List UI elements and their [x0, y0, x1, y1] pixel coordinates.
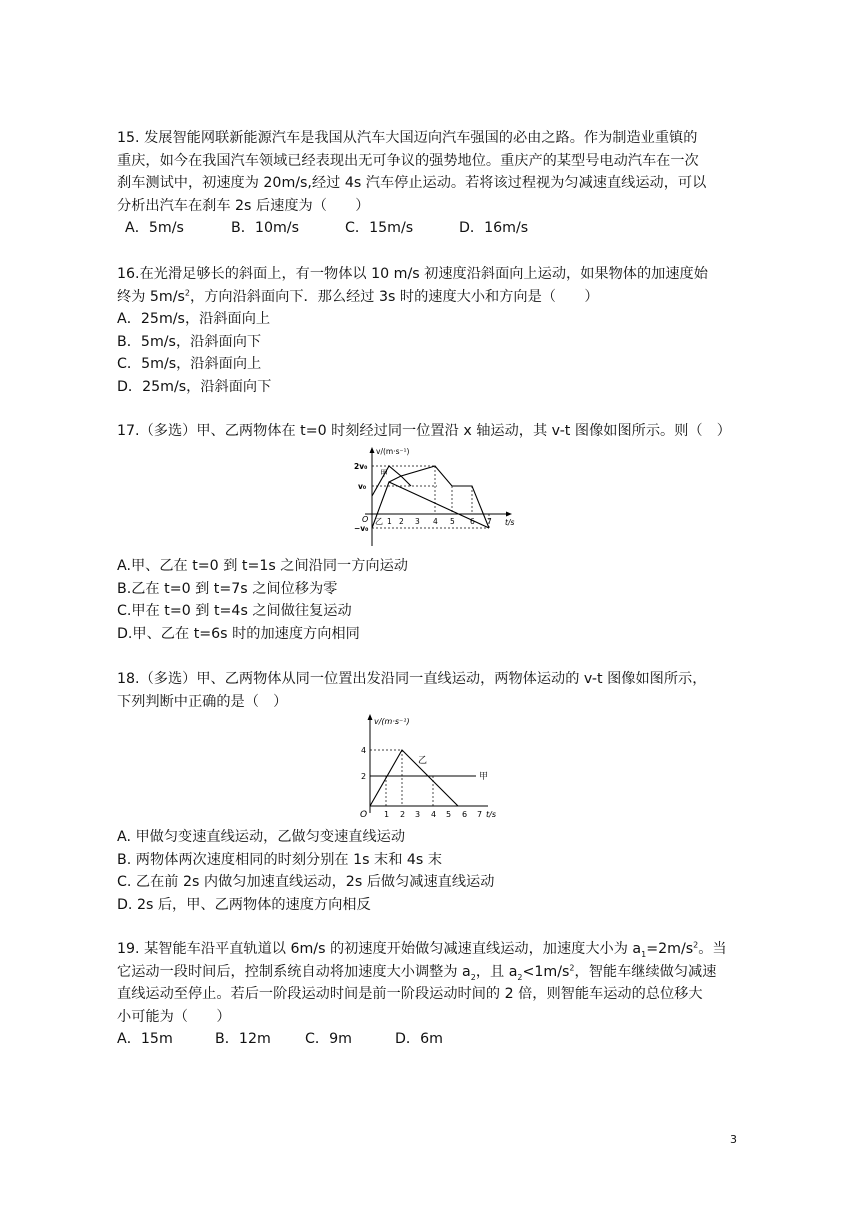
q16-line-2-sup: 2: [184, 287, 190, 297]
question-17: [117, 420, 743, 443]
q18-xlabel: t/s: [486, 810, 496, 819]
q19-option-d: D．6m: [395, 1031, 443, 1048]
q19-line-2: [117, 961, 743, 984]
q18-option-b: B. 两物体两次速度相同的时刻分别在 1s 末和 4s 末: [117, 851, 443, 868]
q17-label-yi: 乙: [375, 517, 383, 526]
question-16: [117, 263, 743, 399]
q18-option-c: C. 乙在前 2s 内做匀加速直线运动，2s 后做匀减速直线运动: [117, 874, 495, 891]
q19-line-2-d: ，智能车继续做匀减速: [574, 963, 717, 980]
q17-xtick-5: 5: [450, 517, 455, 526]
q15-line-1: 15. 发展智能网联新能源汽车是我国从汽车大国迈向汽车强国的必由之路。作为制造业重镇的: [117, 130, 698, 146]
question-15: [117, 127, 743, 240]
q19-line-2-c: <1m/s: [522, 963, 570, 980]
q19-line-1-a: 19. 某智能车沿平直轨道以 6m/s 的初速度开始做匀减速直线运动，加速度大小为 a: [117, 941, 642, 957]
q17-label-jia: 甲: [380, 469, 388, 478]
q18-xtick-1: 1: [384, 810, 390, 819]
q19-line-1-sub: 1: [641, 949, 647, 959]
q15-line-2: 重庆，如今在我国汽车领域已经表现出无可争议的强势地位。重庆产的某型号电动汽车在一次: [117, 152, 699, 169]
q15-line-4: 分析出汽车在刹车 2s 后速度为（ ）: [117, 197, 370, 214]
q18-yi-line: [370, 750, 458, 806]
q18-line-1: 18.（多选）甲、乙两物体从同一位置出发沿同一直线运动，两物体运动的 v-t 图像如图所示，: [117, 671, 707, 687]
q15-option-c: C．15m/s: [345, 220, 414, 237]
q19-option-b: B．12m: [215, 1031, 271, 1048]
q17-option-c: C.甲在 t=0 到 t=4s 之间做往复运动: [117, 603, 352, 620]
q17-xtick-4: 4: [433, 517, 438, 526]
q17-xtick-3: 3: [415, 517, 420, 526]
q16-option-d: D．25m/s，沿斜面向下: [117, 378, 272, 395]
q17-option-a: A.甲、乙在 t=0 到 t=1s 之间沿同一方向运动: [117, 558, 408, 574]
q19-options: [117, 1028, 743, 1051]
q19-line-2-sub: 2: [470, 972, 476, 982]
q17-xlabel: t/s: [505, 518, 515, 527]
q16-option-b: B．5m/s，沿斜面向下: [117, 333, 262, 350]
q19-line-2-sub2: 2: [517, 972, 523, 982]
q15-line-3: 刹车测试中，初速度为 20m/s,经过 4s 汽车停止运动。若将该过程视为匀减速直线运动，可以: [117, 175, 707, 192]
q18-ytick-2: 2: [361, 772, 367, 781]
q18-line-2: 下列判断中正确的是（ ）: [117, 693, 288, 710]
q18-xtick-5: 5: [446, 810, 452, 819]
q19-line-2-sup: 2: [569, 962, 575, 972]
q17-option-d: D.甲、乙在 t=6s 时的加速度方向相同: [117, 625, 360, 642]
q17-line-1: 17.（多选）甲、乙两物体在 t=0 时刻经过同一位置沿 x 轴运动，其 v-t 图像如图所示。则（ ）: [117, 423, 731, 439]
q17-ytick-2v0: 2v₀: [354, 462, 368, 471]
q18-label-jia: 甲: [479, 772, 489, 782]
q17-ytick-neg-v0: −v₀: [354, 524, 369, 533]
q15-option-a: A．5m/s: [125, 220, 184, 237]
q18-origin: O: [360, 810, 368, 820]
q18-xtick-7: 7: [477, 810, 483, 819]
q19-line-3: 直线运动至停止。若后一阶段运动时间是前一阶段运动时间的 2 倍，则智能车运动的总位移大: [117, 986, 703, 1003]
question-17-options: [117, 555, 743, 645]
q15-options: [117, 217, 743, 240]
q19-option-c: C．9m: [305, 1031, 352, 1048]
q17-jia-dip: [389, 476, 411, 486]
question-18: [117, 668, 743, 713]
q17-origin: O: [362, 515, 369, 524]
question-19: [117, 938, 743, 1051]
q18-option-a: A. 甲做匀变速直线运动，乙做匀变速直线运动: [117, 829, 406, 845]
q18-ytick-4: 4: [361, 746, 367, 755]
q17-option-b: B.乙在 t=0 到 t=7s 之间位移为零: [117, 580, 338, 597]
q18-ylabel: v/(m·s⁻¹): [374, 717, 410, 726]
q18-xtick-2: 2: [400, 810, 406, 819]
q15-option-d: D．16m/s: [459, 220, 529, 237]
q17-xtick-1: 1: [387, 517, 392, 526]
q18-option-d: D. 2s 后，甲、乙两物体的速度方向相反: [117, 896, 371, 913]
q19-line-1-c: 。当: [698, 941, 727, 957]
q17-xtick-2: 2: [399, 517, 404, 526]
q17-ylabel: v/(m·s⁻¹): [376, 447, 410, 456]
q17-xtick-6: 6: [470, 517, 475, 526]
q16-option-c: C．5m/s，沿斜面向上: [117, 356, 262, 373]
q19-line-4: 小可能为（ ）: [117, 1008, 231, 1025]
q19-line-1-b: =2m/s: [646, 941, 694, 957]
q19-line-2-a: 它运动一段时间后，控制系统自动将加速度大小调整为 a: [117, 963, 471, 980]
q18-vt-figure: [358, 713, 504, 821]
q18-xtick-3: 3: [415, 810, 421, 819]
q16-line-2-a: 终为 5m/s: [117, 288, 185, 305]
q17-x-axis-arrow: [506, 512, 512, 517]
q18-xtick-6: 6: [462, 810, 468, 819]
q18-y-axis-arrow: [368, 714, 373, 720]
q19-line-1-sup: 2: [693, 940, 699, 950]
q16-option-a: A．25m/s，沿斜面向上: [117, 311, 271, 328]
q17-ytick-v0: v₀: [358, 482, 367, 491]
question-18-options: [117, 826, 743, 916]
q16-line-2: [117, 286, 743, 309]
q17-xtick-7: 7: [487, 517, 492, 526]
q19-option-a: A．15m: [117, 1031, 173, 1048]
q18-xtick-4: 4: [431, 810, 437, 819]
q16-line-1: 16.在光滑足够长的斜面上，有一物体以 10 m/s 初速度沿斜面向上运动，如果物体的加速度始: [117, 266, 708, 282]
q19-line-1: [117, 938, 743, 961]
q18-label-yi: 乙: [418, 756, 428, 766]
q19-line-2-b: ，且 a: [475, 963, 518, 980]
q15-option-b: B．10m/s: [231, 220, 299, 237]
q16-line-2-b: ，方向沿斜面向下．那么经过 3s 时的速度大小和方向是（ ）: [190, 288, 599, 305]
q17-vt-figure: [335, 446, 520, 548]
page-number: 3: [730, 1133, 737, 1146]
q17-y-axis-arrow: [370, 447, 375, 453]
